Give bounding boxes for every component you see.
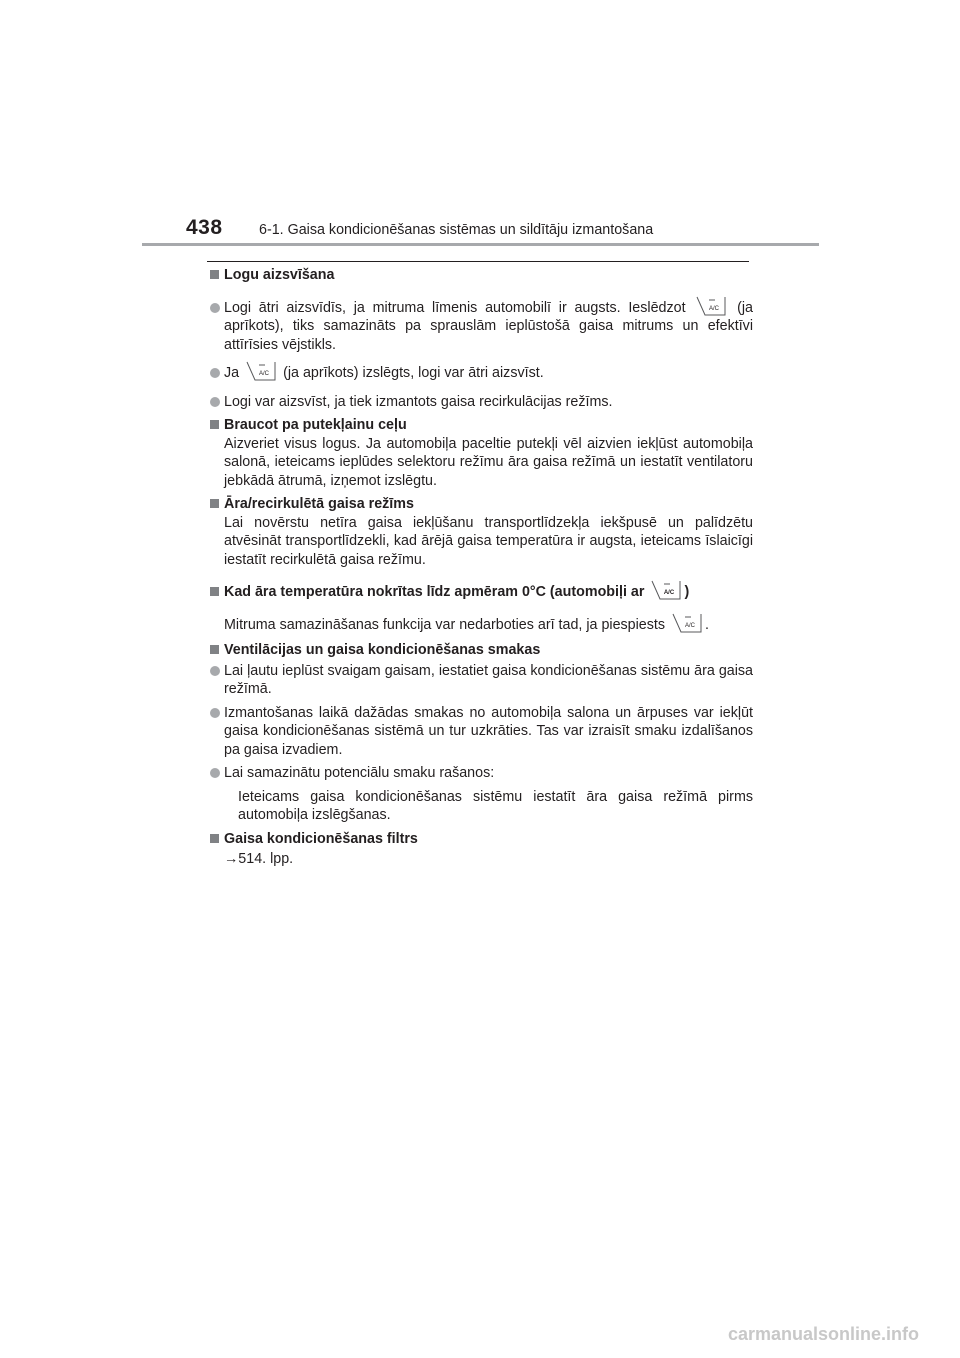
ac-button-icon [650,580,682,600]
round-bullet-icon [210,368,220,378]
header-rule [142,243,819,246]
section-top-rule [207,261,749,262]
bullet-text: Lai ļautu ieplūst svaigam gaisam, iestatiet gaisa kondicionēšanas sistēmu āra gaisa režīmā. [224,662,753,697]
list-item [210,393,753,412]
round-bullet-icon [210,303,220,313]
section-title-part: ) [684,584,690,600]
section-zema-temperatura [210,583,753,634]
svg-text:A/C: A/C [664,590,675,597]
list-item [210,764,753,825]
svg-text:A/C: A/C [259,371,270,378]
list-item [210,299,753,355]
ac-button-icon [245,361,277,381]
section-filtrs [210,830,753,869]
square-bullet-icon [210,499,219,508]
round-bullet-icon [210,397,220,407]
section-title-part: Kad āra temperatūra nokrītas līdz apmēram 0°C (automobiļi ar [224,584,645,600]
section-title: Logu aizsvīšana [224,267,335,283]
page-number: 438 [186,216,223,239]
section-title [224,583,753,602]
bullet-text: Lai samazinātu potenciālu smaku rašanos: [224,765,495,781]
list-item [210,364,753,383]
watermark: carmanualsonline.info [728,1324,920,1344]
bullet-text: Logi ātri aizsvīdīs, ja mitruma līmenis automobilī ir augsts. Ieslēdzot [224,299,686,316]
body-text: Mitruma samazināšanas funkcija var nedarboties arī tad, ja piespiests [224,616,666,633]
list-item [210,704,753,760]
bullet-text: Izmantošanas laikā dažādas smakas no automobiļa salona un ārpuses var iekļūt gaisa kondicionēšanas sistēmā un tur uzkrāties. Tas var izraisīt smaku izdalīšanos pa gaisa izvadiem. [224,704,753,758]
page-reference: →514. lpp. [224,851,294,867]
round-bullet-icon [210,666,220,676]
list-item [210,662,753,699]
section-smakas [210,641,753,660]
bullet-text: (ja aprīkots), tiks samazināts pa sprauslām ieplūstošā gaisa mitrums un efektīvi attīrīsies vējstikls. [224,299,753,353]
page-content [210,266,753,869]
bullet-text: Logi var aizsvīst, ja tiek izmantots gaisa recirkulācijas režīms. [224,393,613,410]
section-title: Āra/recirkulētā gaisa režīms [224,496,414,512]
round-bullet-icon [210,768,220,778]
section-title: Braucot pa putekļainu ceļu [224,417,407,433]
section-recirkulacija [210,495,753,569]
section-body: Aizveriet visus logus. Ja automobiļa paceltie putekļi vēl aizvien iekļūst automobiļa salonā, ieteicams ieplūdes selektoru režīmu āra gaisa režīmā un iestatīt ventilatoru jebkādā ātrumā, izņemot izslēgtu. [224,435,753,489]
running-head: 6-1. Gaisa kondicionēšanas sistēmas un sildītāju izmantošana [259,222,654,238]
body-text: . [705,616,710,633]
ac-button-icon [671,613,703,633]
section-logu-aizsvisana [210,266,753,285]
square-bullet-icon [210,587,219,596]
round-bullet-icon [210,708,220,718]
section-body: Lai novērstu netīra gaisa iekļūšanu transportlīdzekļa iekšpusē un palīdzētu atvēsināt transportlīdzekli, kad ārējā gaisa temperatūra ir augsta, ieteicams īslaicīgi iestatīt recirkulētā gaisa režīmu. [224,514,753,568]
bullet-text: Ja [224,365,240,381]
square-bullet-icon [210,270,219,279]
section-putekli [210,416,753,490]
svg-text:A/C: A/C [685,622,696,629]
bullet-text: (ja aprīkots) izslēgts, logi var ātri aizsvīst. [283,365,544,381]
square-bullet-icon [210,645,219,654]
bullet-subtext: Ieteicams gaisa kondicionēšanas sistēmu iestatīt āra gaisa režīmā pirms automobiļa izslēgšanas. [238,788,753,823]
ac-button-icon [695,296,727,316]
square-bullet-icon [210,834,219,843]
square-bullet-icon [210,420,219,429]
section-body [224,616,753,635]
section-title: Gaisa kondicionēšanas filtrs [224,830,418,847]
svg-text:A/C: A/C [709,305,720,312]
section-title: Ventilācijas un gaisa kondicionēšanas smakas [224,642,541,658]
